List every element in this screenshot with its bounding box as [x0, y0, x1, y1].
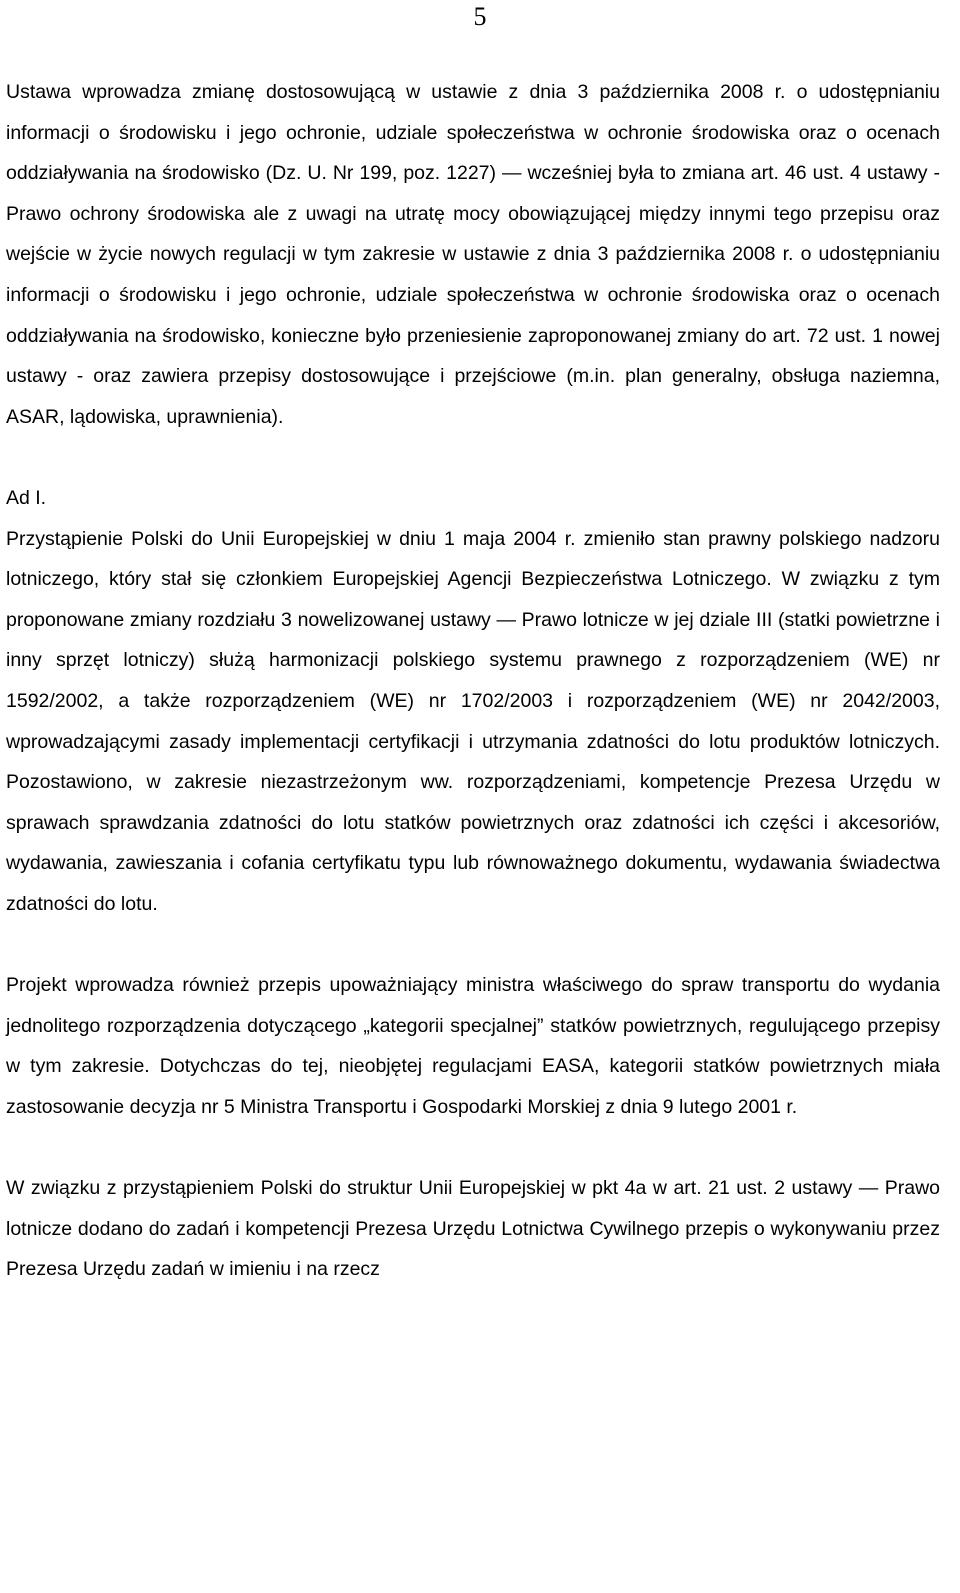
paragraph-gap — [6, 1127, 940, 1168]
paragraph-amendment-intro: Ustawa wprowadza zmianę dostosowującą w ustawie z dnia 3 października 2008 r. o udostępnianiu informacji o środowisku i jego ochronie, udziale społeczeństwa w ochronie środowiska oraz o ocenach oddziaływania na środowisko (Dz. U. Nr 199, poz. 1227) — wcześniej była to zmiana art. 46 ust. 4 ustawy - Prawo ochrony środowiska ale z uwagi na utratę mocy obowiązującej między innymi tego przepisu oraz wejście w życie nowych regulacji w tym zakresie w ustawie z dnia 3 października 2008 r. o udostępnianiu informacji o środowisku i jego ochronie, udziale społeczeństwa w ochronie środowiska oraz o ocenach oddziaływania na środowisko, konieczne było przeniesienie zaproponowanej zmiany do art. 72 ust. 1 nowej ustawy - oraz zawiera przepisy dostosowujące i przejściowe (m.in. plan generalny, obsługa naziemna, ASAR, lądowiska, uprawnienia). — [6, 81, 940, 428]
paragraph-eu-accession: Przystąpienie Polski do Unii Europejskiej w dniu 1 maja 2004 r. zmieniło stan prawny polskiego nadzoru lotniczego, który stał się członkiem Europejskiej Agencji Bezpieczeństwa Lotniczego. W związku z tym proponowane zmiany rozdziału 3 nowelizowanej ustawy — Prawo lotnicze w jej dziale III (statki powietrzne i inny sprzęt lotniczy) służą harmonizacji polskiego systemu prawnego z rozporządzeniem (WE) nr 1592/2002, a także rozporządzeniem (WE) nr 1702/2003 i rozporządzeniem (WE) nr 2042/2003, wprowadzającymi zasady implementacji certyfikacji i utrzymania zdatności do lotu produktów lotniczych. Pozostawiono, w zakresie niezastrzeżonym ww. rozporządzeniami, kompetencje Prezesa Urzędu w sprawach sprawdzania zdatności do lotu statków powietrznych oraz zdatności ich części i akcesoriów, wydawania, zawieszania i cofania certyfikatu typu lub równoważnego dokumentu, wydawania świadectwa zdatności do lotu. — [6, 527, 940, 915]
paragraph-gap — [6, 437, 940, 478]
paragraph-gap — [6, 924, 940, 965]
section-heading-ad-i: Ad I. — [6, 486, 47, 509]
paragraph-special-category: Projekt wprowadza również przepis upoważniający ministra właściwego do spraw transportu do wydania jednolitego rozporządzenia dotyczącego „kategorii specjalnej” statków powietrznych, regulującego przepisy w tym zakresie. Dotychczas do tej, nieobjętej regulacjami EASA, kategorii statków powietrznych miała zastosowanie decyzja nr 5 Ministra Transportu i Gospodarki Morskiej z dnia 9 lutego 2001 r. — [6, 974, 940, 1118]
page-number: 5 — [473, 2, 487, 31]
paragraph-eu-structures: W związku z przystąpieniem Polski do struktur Unii Europejskiej w pkt 4a w art. 21 ust. 2 ustawy — Prawo lotnicze dodano do zadań i kompetencji Prezesa Urzędu Lotnictwa Cywilnego przepis o wykonywaniu przez Prezesa Urzędu zadań w imieniu i na rzecz — [6, 1177, 940, 1281]
document-body — [6, 72, 940, 1290]
